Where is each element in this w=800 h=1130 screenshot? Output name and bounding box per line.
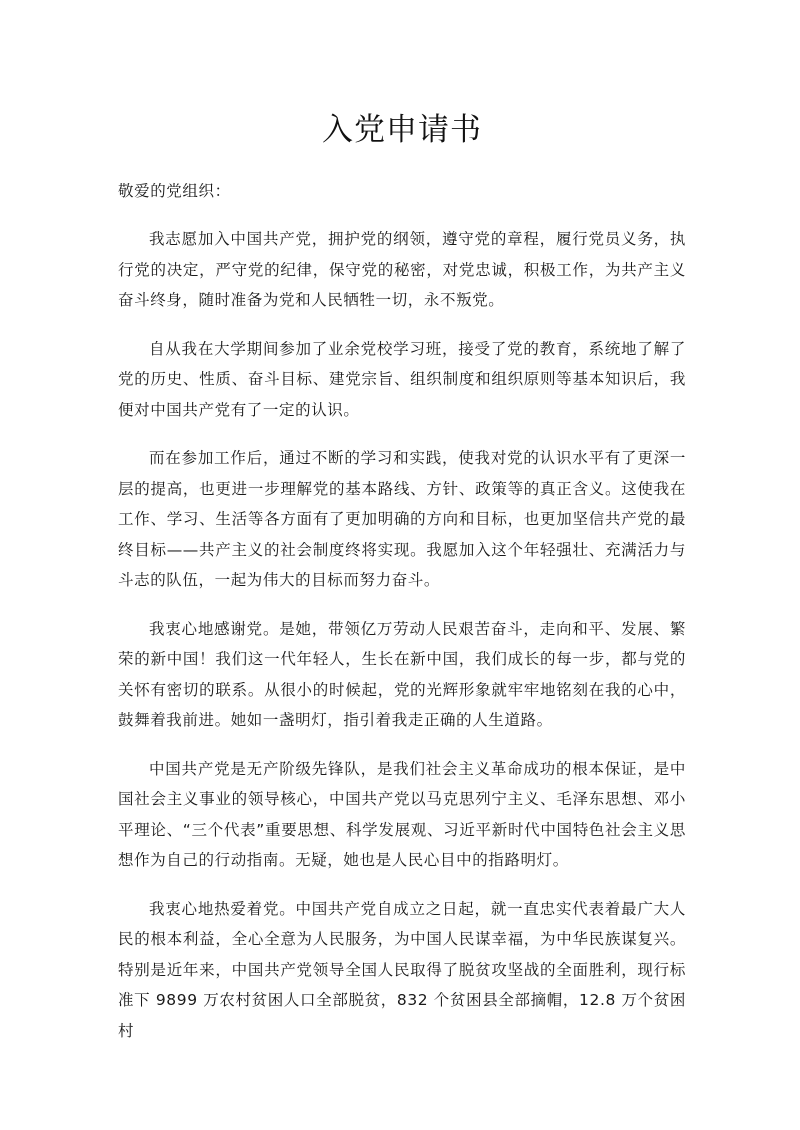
document-page xyxy=(118,0,686,1046)
paragraph-3: 而在参加工作后，通过不断的学习和实践，使我对党的认识水平有了更深一层的提高，也更进一步理解党的基本路线、方针、政策等的真正含义。这使我在工作、学习、生活等各方面有了更加明确的方向和目标，也更加坚信共产党的最终目标——共产主义的社会制度终将实现。我愿加入这个年轻强壮、充满活力与斗志的队伍，一起为伟大的目标而努力奋斗。 xyxy=(118,449,686,589)
document-title: 入党申请书 xyxy=(322,112,482,148)
paragraph-5: 中国共产党是无产阶级先锋队，是我们社会主义革命成功的根本保证，是中国社会主义事业的领导核心，中国共产党以马克思列宁主义、毛泽东思想、邓小平理论、“三个代表”重要思想、科学发展观、习近平新时代中国特色社会主义思想作为自己的行动指南。无疑，她也是人民心目中的指路明灯。 xyxy=(118,759,686,869)
salutation: 敬爱的党组织： xyxy=(118,182,231,200)
paragraph-4: 我衷心地感谢党。是她，带领亿万劳动人民艰苦奋斗，走向和平、发展、繁荣的新中国！我们这一代年轻人，生长在新中国，我们成长的每一步，都与党的关怀有密切的联系。从很小的时候起，党的光辉形象就牢牢地铭刻在我的心中，鼓舞着我前进。她如一盏明灯，指引着我走正确的人生道路。 xyxy=(118,619,686,729)
paragraph-6: 我衷心地热爱着党。中国共产党自成立之日起，就一直忠实代表着最广大人民的根本利益，全心全意为人民服务，为中国人民谋幸福，为中华民族谋复兴。特别是近年来，中国共产党领导全国人民取得了脱贫攻坚战的全面胜利，现行标准下 9899 万农村贫困人口全部脱贫，832 个贫困县全部摘帽，12.8 万个贫困村 xyxy=(118,899,686,1040)
paragraph-1: 我志愿加入中国共产党，拥护党的纲领，遵守党的章程，履行党员义务，执行党的决定，严守党的纪律，保守党的秘密，对党忠诚，积极工作，为共产主义奋斗终身，随时准备为党和人民牺牲一切，永不叛党。 xyxy=(118,230,686,309)
paragraph-2: 自从我在大学期间参加了业余党校学习班，接受了党的教育，系统地了解了党的历史、性质、奋斗目标、建党宗旨、组织制度和组织原则等基本知识后，我便对中国共产党有了一定的认识。 xyxy=(118,339,686,419)
